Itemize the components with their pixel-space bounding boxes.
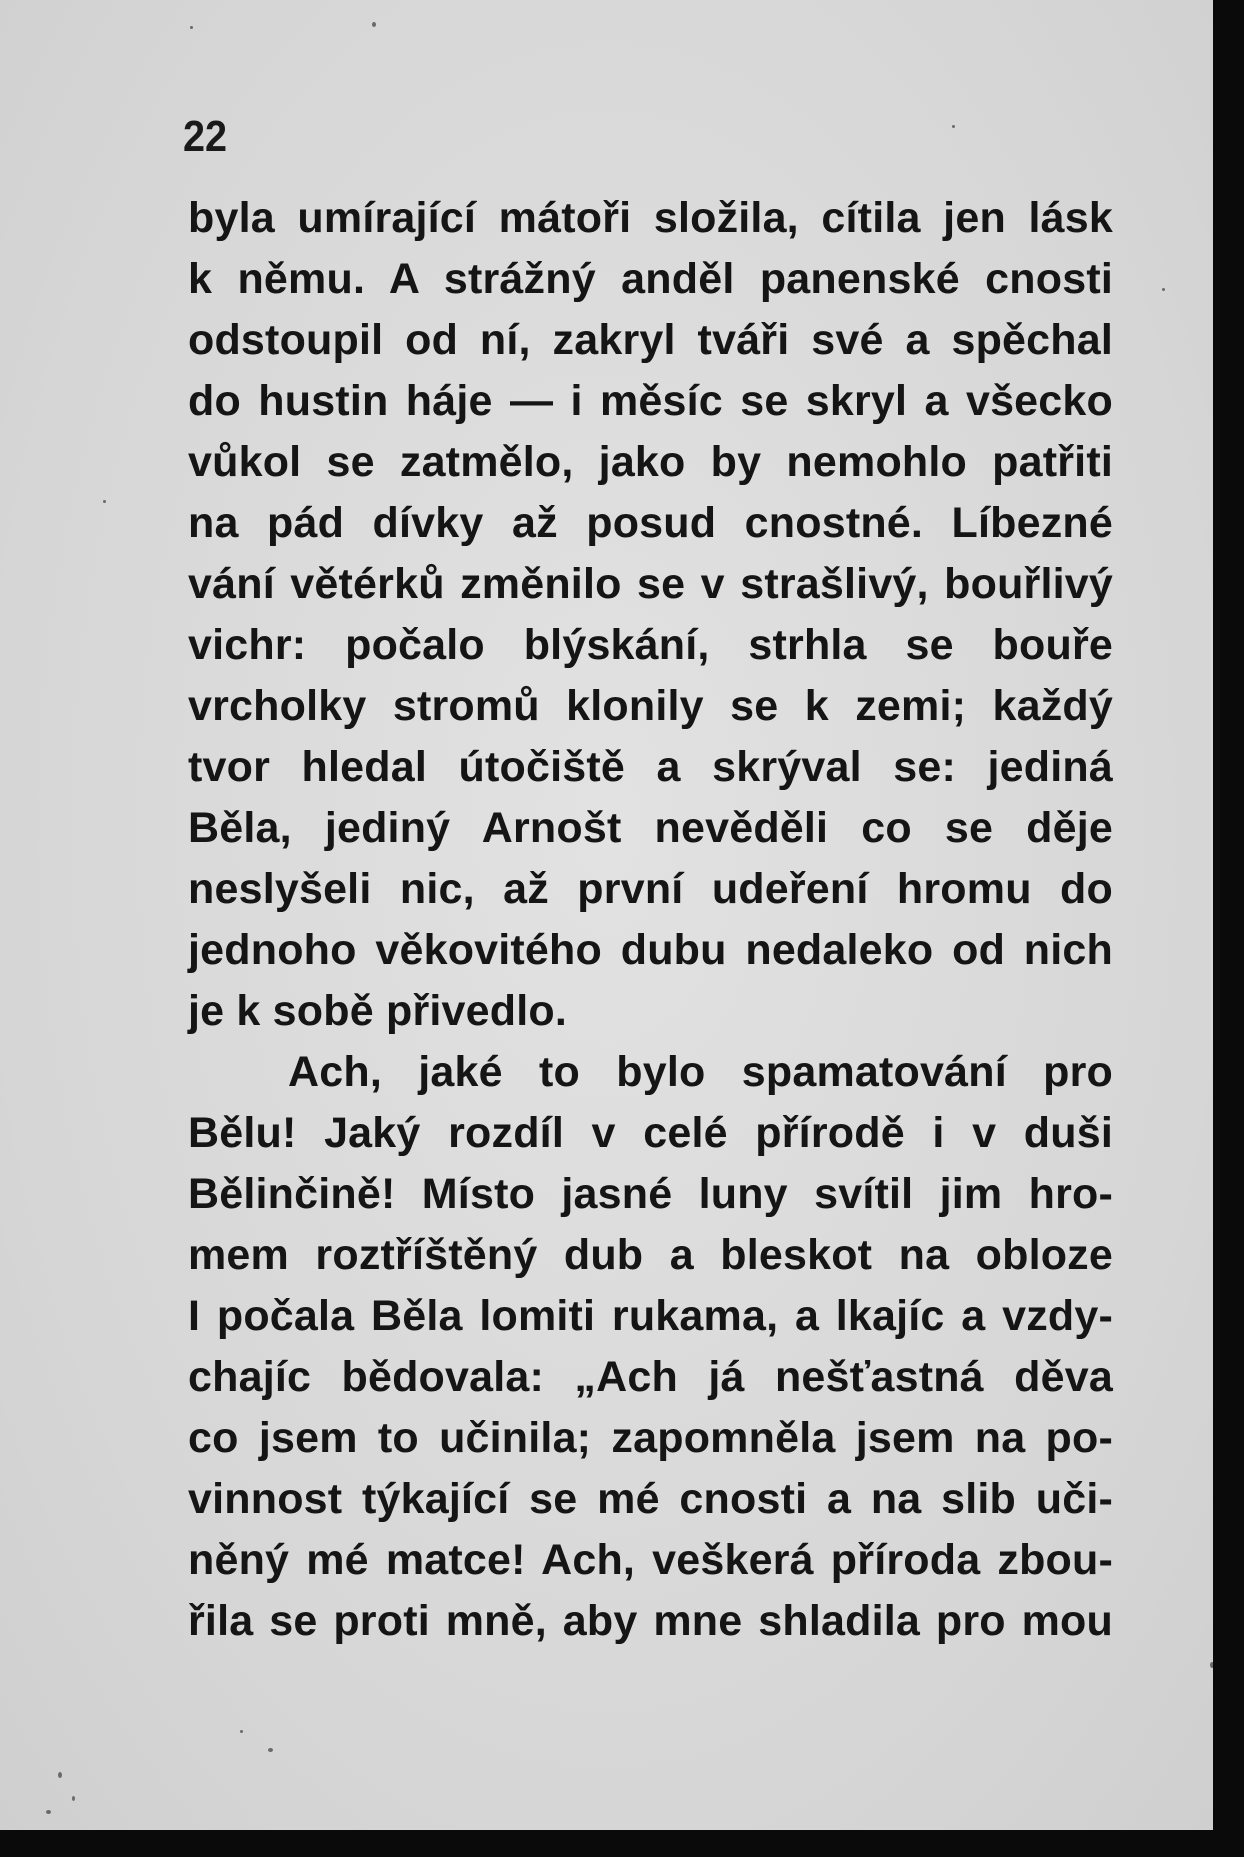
- text-line: Bělu! Jaký rozdíl v celé přírodě i v duši: [188, 1109, 1113, 1157]
- text-line: vání větérků změnilo se v strašlivý, bouřlivý: [188, 560, 1113, 608]
- text-line: vichr: počalo blýskání, strhla se bouře: [188, 621, 1113, 669]
- text-line: Ach, jaké to bylo spamatování pro: [288, 1048, 1113, 1096]
- scan-border-right: [1213, 0, 1244, 1857]
- text-line: řila se proti mně, aby mne shladila pro mou: [188, 1597, 1113, 1645]
- paper-speck: [190, 26, 193, 29]
- paper-speck: [268, 1748, 273, 1752]
- paper-speck: [240, 1730, 243, 1733]
- paper-speck: [72, 1796, 75, 1801]
- text-line: neslyšeli nic, až první udeření hromu do: [188, 865, 1113, 913]
- text-line: jednoho věkovitého dubu nedaleko od nich: [188, 926, 1113, 974]
- text-line: chajíc bědovala: „Ach já nešťastná děva: [188, 1353, 1113, 1401]
- text-line: vůkol se zatmělo, jako by nemohlo patřiti: [188, 438, 1113, 486]
- text-line: byla umírající mátoři složila, cítila jen lásk: [188, 194, 1113, 242]
- paper-speck: [103, 500, 106, 503]
- page-number: 22: [183, 112, 228, 161]
- scan-border-bottom: [0, 1830, 1244, 1857]
- paper-speck: [372, 22, 376, 27]
- paper-speck: [46, 1810, 51, 1814]
- text-line: něný mé matce! Ach, veškerá příroda zbou-: [188, 1536, 1113, 1584]
- text-line: mem roztříštěný dub a bleskot na obloze: [188, 1231, 1113, 1279]
- paper-speck: [1162, 288, 1165, 291]
- body-text: [188, 188, 1128, 1652]
- text-line: co jsem to učinila; zapomněla jsem na po-: [188, 1414, 1113, 1462]
- text-line: vinnost týkající se mé cnosti a na slib uči-: [188, 1475, 1113, 1523]
- text-line: odstoupil od ní, zakryl tváři své a spěchal: [188, 316, 1113, 364]
- text-line: tvor hledal útočiště a skrýval se: jediná: [188, 743, 1113, 791]
- paper-speck: [952, 125, 955, 128]
- text-line: Bělinčině! Místo jasné luny svítil jim hro-: [188, 1170, 1113, 1218]
- text-line: vrcholky stromů klonily se k zemi; každý: [188, 682, 1113, 730]
- text-line: I počala Běla lomiti rukama, a lkajíc a vzdy-: [188, 1292, 1113, 1340]
- text-line: na pád dívky až posud cnostné. Líbezné: [188, 499, 1113, 547]
- paper-speck: [58, 1772, 62, 1778]
- text-line: je k sobě přivedlo.: [188, 987, 567, 1035]
- text-line: k němu. A strážný anděl panenské cnosti: [188, 255, 1113, 303]
- text-line: Běla, jediný Arnošt nevěděli co se děje: [188, 804, 1113, 852]
- text-line: do hustin háje — i měsíc se skryl a všecko: [188, 377, 1113, 425]
